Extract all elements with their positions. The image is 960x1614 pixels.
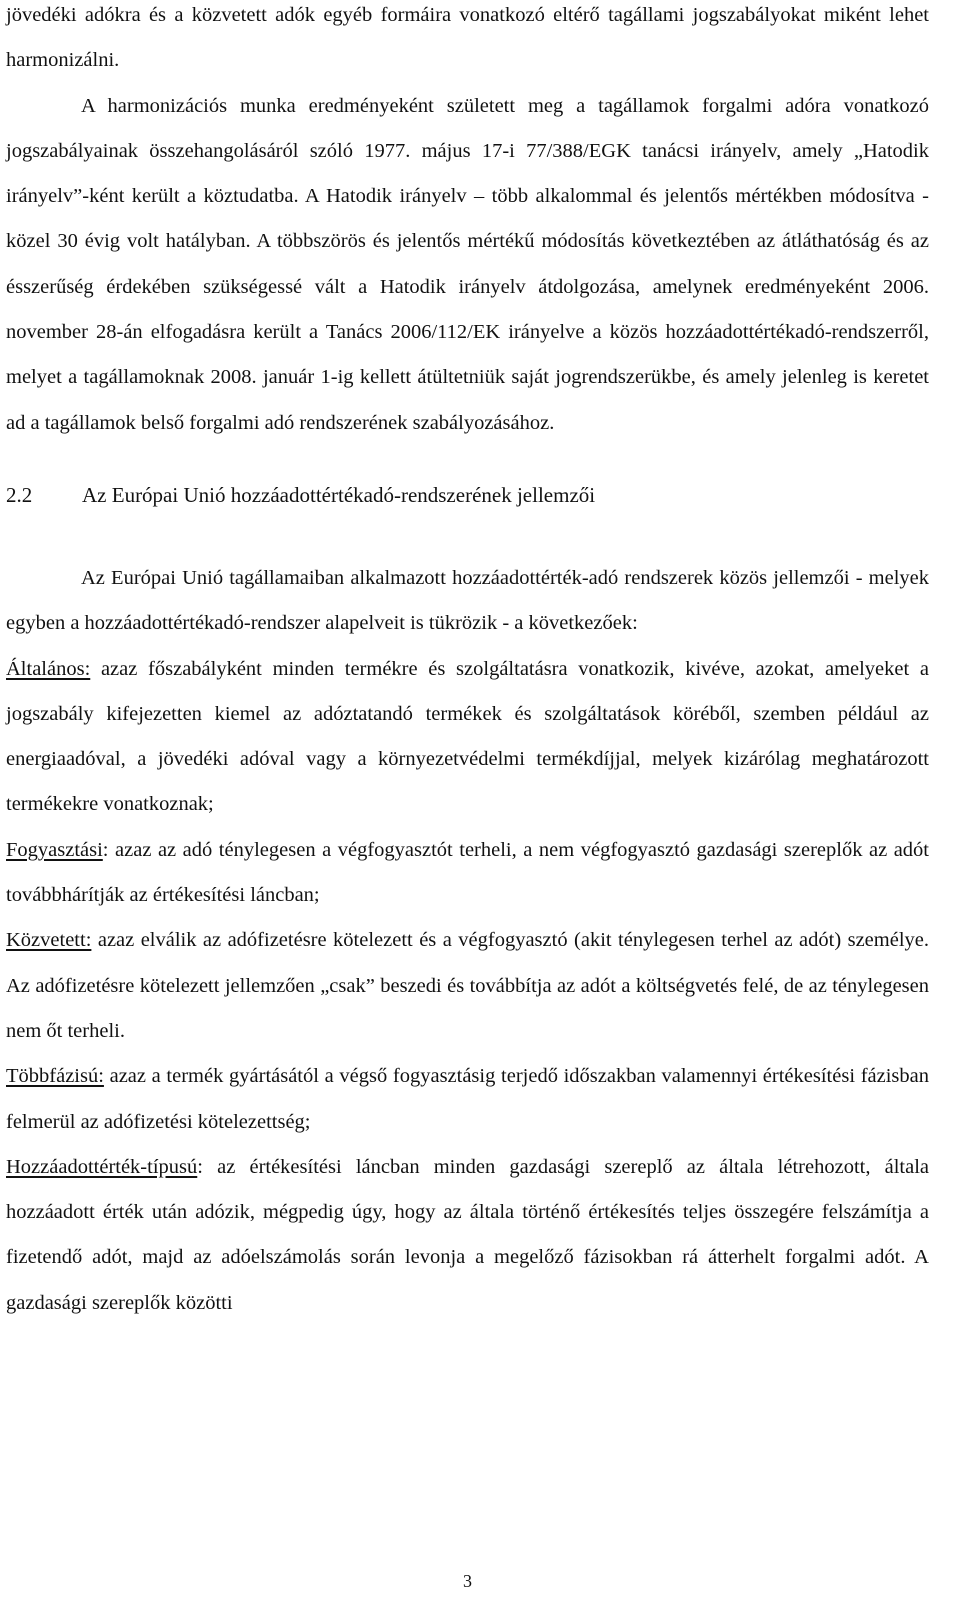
characteristic-value-added [6, 1145, 929, 1326]
characteristic-consumption [6, 828, 929, 919]
characteristic-indirect [6, 918, 929, 1054]
characteristic-text: azaz főszabályként minden termékre és szolgáltatásra vonatkozik, kivéve, azokat, amelyeket a jogszabály kifejezetten kiemel az adóztatandó termékek és szolgáltatások köréből, szemben például az energiaadóval, a jövedéki adóval vagy a környezetvédelmi termékdíjjal, melyek kizárólag meghatározott termékekre vonatkoznak; [6, 657, 929, 816]
paragraph-harmonization: A harmonizációs munka eredményeként született meg a tagállamok forgalmi adóra vonatkozó jogszabályainak összehangolásáról szóló 1977. május 17-i 77/388/EGK tanácsi irányelv, amely „Hatodik irányelv”-ként került a köztudatba. A Hatodik irányelv – több alkalommal és jelentős mértékben módosítva - közel 30 évig volt hatályban. A többszörös és jelentős mértékű módosítás következtében az átláthatóság és az ésszerűség érdekében szükségessé vált a Hatodik irányelv átdolgozása, amelynek eredményeként 2006. november 28-án elfogadásra került a Tanács 2006/112/EK irányelve a közös hozzáadottértékadó-rendszerről, melyet a tagállamoknak 2008. január 1-ig kellett átültetniük saját jogrendszerükbe, és amely jelenleg is keretet ad a tagállamok belső forgalmi adó rendszerének szabályozásához. [6, 94, 929, 434]
section-heading [6, 473, 929, 518]
characteristic-multiphase [6, 1054, 929, 1145]
characteristic-term: Hozzáadottérték-típusú [6, 1155, 198, 1178]
section-title: Az Európai Unió hozzáadottértékadó-rendszerének jellemzői [82, 482, 596, 507]
paragraph-section-intro: Az Európai Unió tagállamaiban alkalmazott hozzáadottérték-adó rendszerek közös jellemzői - melyek egyben a hozzáadottértékadó-rendszer alapelveit is tükrözik - a következőek: [6, 566, 929, 635]
page-number: 3 [463, 1571, 472, 1591]
section-number: 2.2 [6, 482, 33, 507]
characteristic-text: azaz elválik az adófizetésre kötelezett és a végfogyasztó (akit ténylegesen terhel az adót) személye. Az adófizetésre kötelezett jellemzően „csak” beszedi és továbbítja az adót a költségvetés felé, de az ténylegesen nem őt terheli. [6, 929, 929, 1042]
characteristic-general [6, 647, 929, 828]
document-page [6, 0, 929, 1591]
characteristic-text: : az értékesítési láncban minden gazdasági szereplő az általa létrehozott, általa hozzáadott érték után adózik, mégpedig úgy, hogy az általa történő értékesítés teljes összegére felszámítja a fizetendő adót, majd az adóelszámolás során levonja a megelőző fázisokban rá átterhelt forgalmi adót. A gazdasági szereplők közötti [6, 1155, 929, 1314]
characteristic-term: Általános: [6, 657, 91, 680]
characteristic-term: Közvetett: [6, 929, 92, 952]
paragraph-intro-continuation: jövedéki adókra és a közvetett adók egyéb formáira vonatkozó eltérő tagállami jogszabályokat miként lehet harmonizálni. [6, 4, 929, 72]
characteristic-text: : azaz az adó ténylegesen a végfogyasztót terheli, a nem végfogyasztó gazdasági szereplők az adót továbbhárítják az értékesítési láncban; [6, 838, 929, 907]
characteristic-text: azaz a termék gyártásától a végső fogyasztásig terjedő időszakban valamennyi értékesítési fázisban felmerül az adófizetési kötelezettség; [6, 1065, 929, 1133]
characteristic-term: Többfázisú: [6, 1065, 104, 1088]
characteristic-term: Fogyasztási [6, 838, 103, 861]
